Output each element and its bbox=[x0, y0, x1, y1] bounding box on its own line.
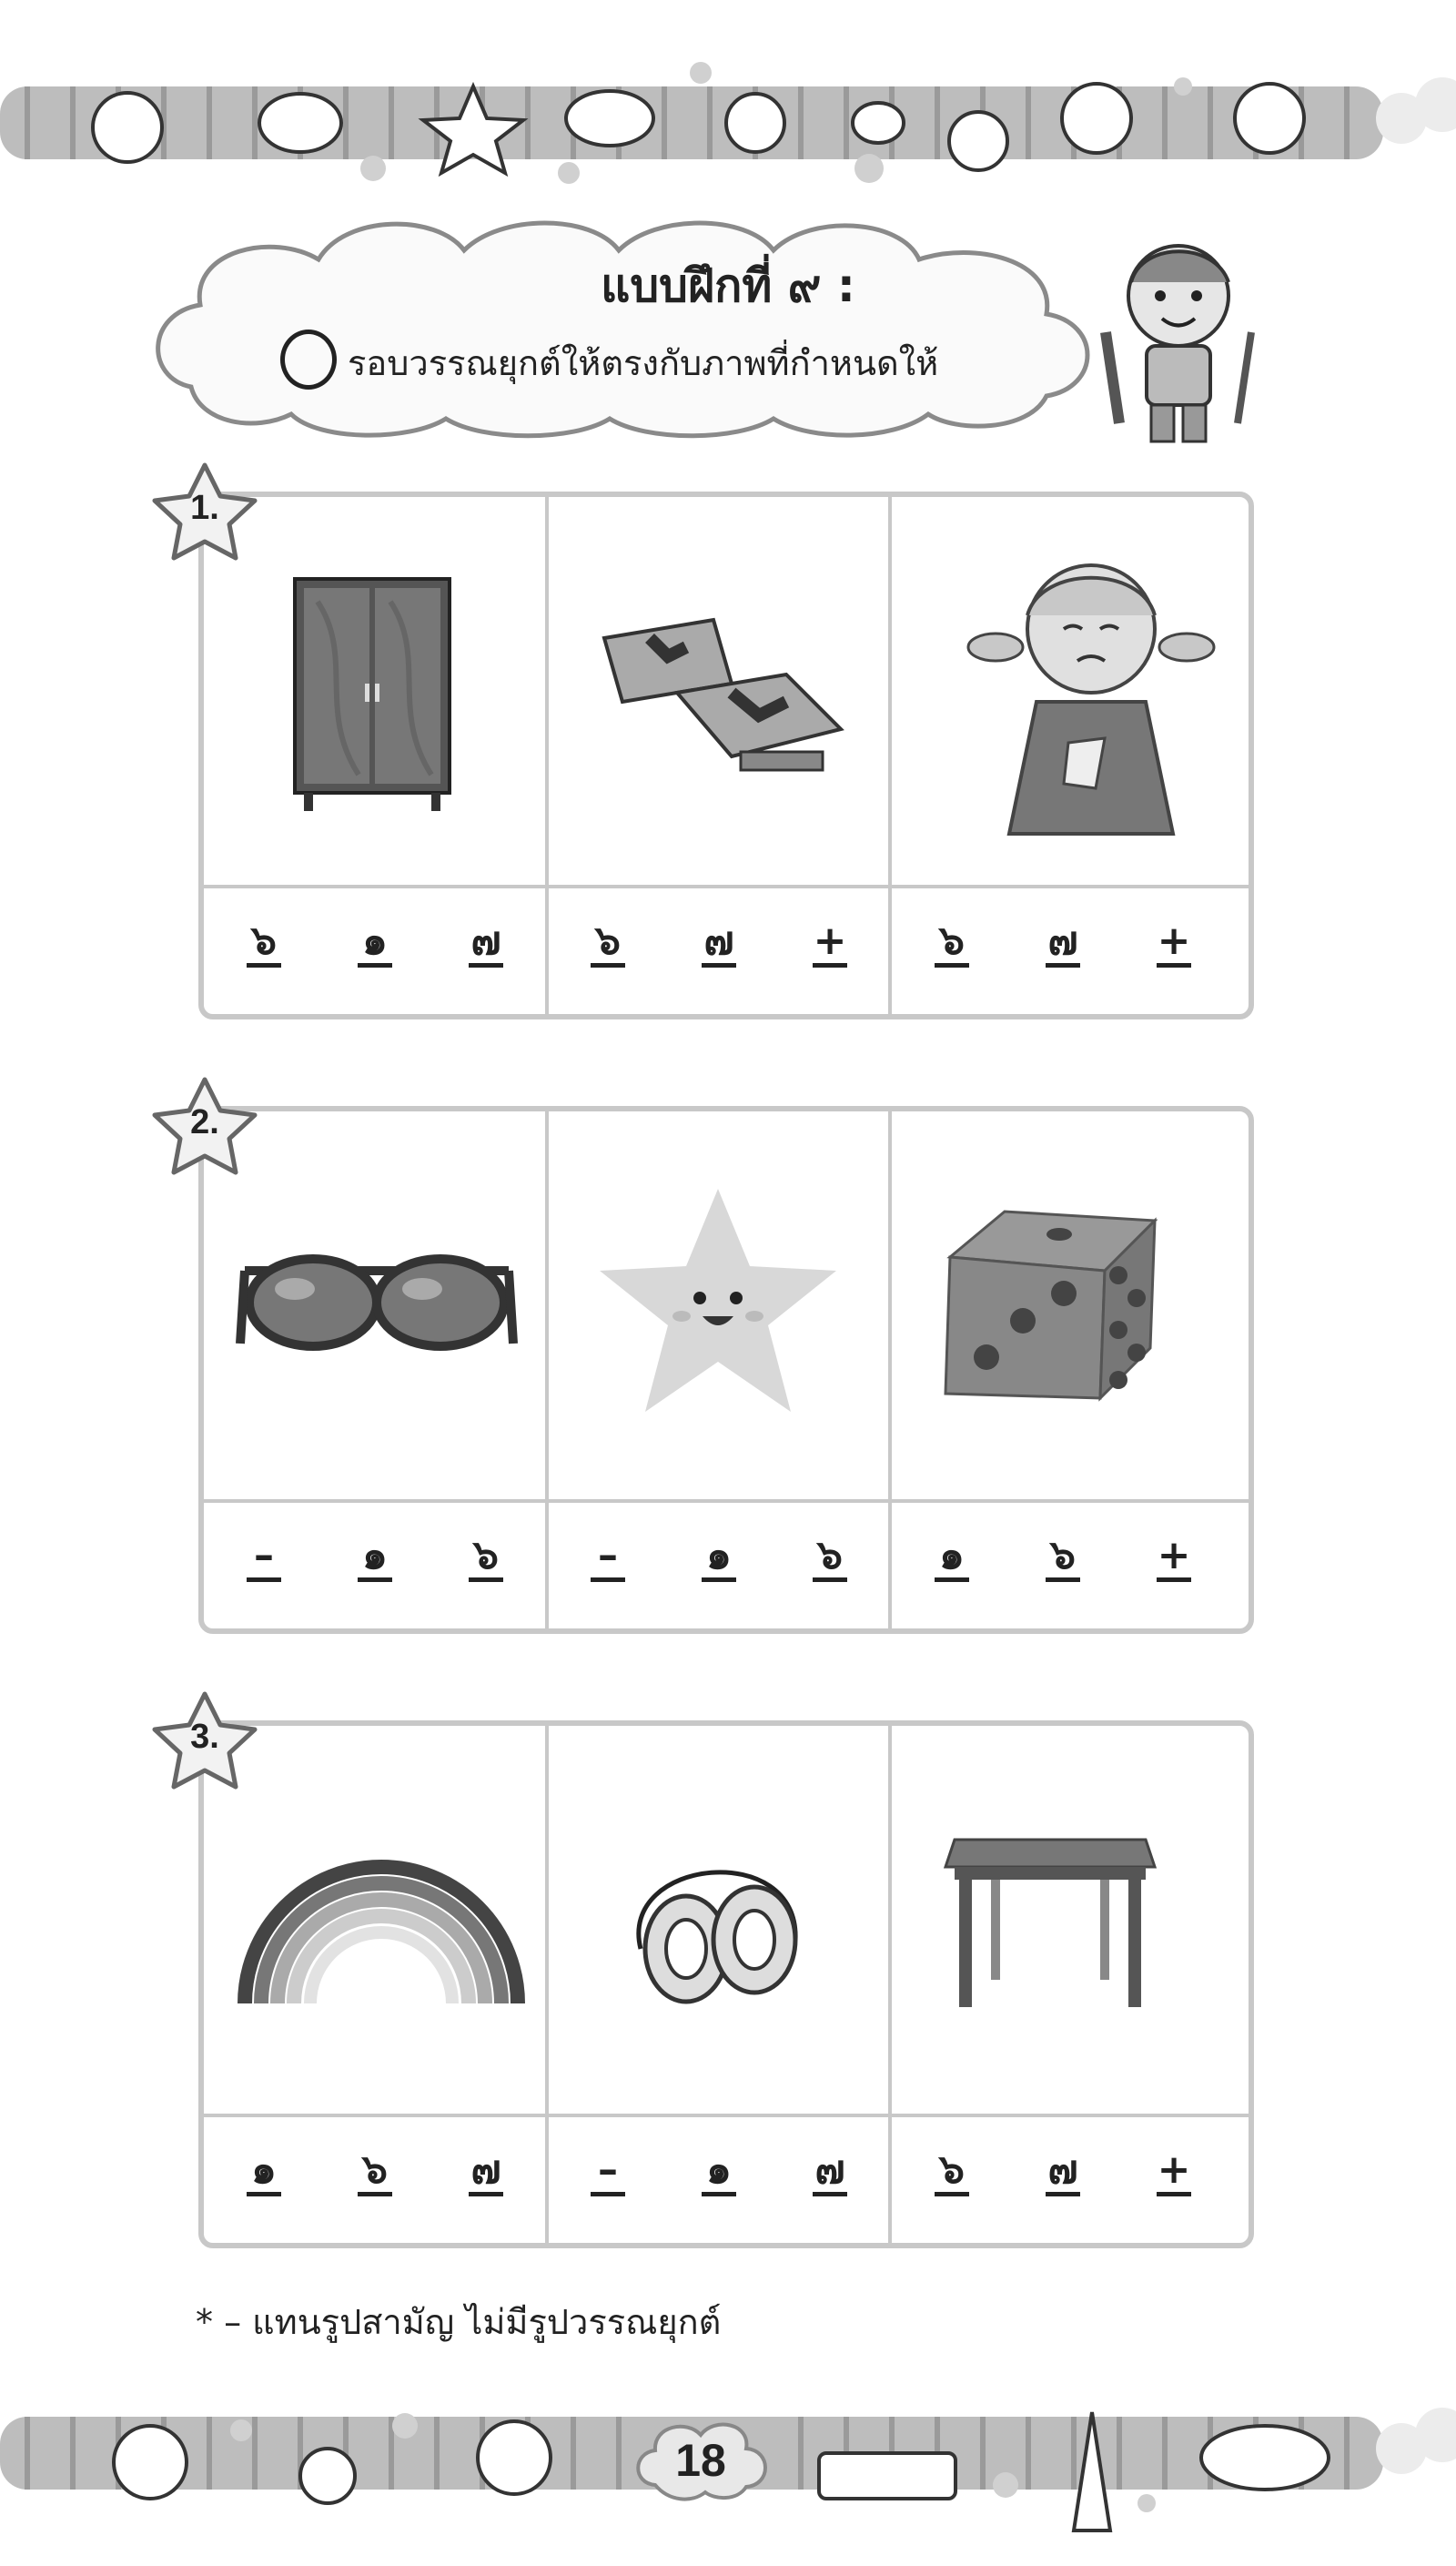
option-3-3-3[interactable]: + bbox=[1147, 2150, 1201, 2196]
exercise-section-3 bbox=[198, 1720, 1254, 2248]
answer-grid bbox=[198, 1106, 1254, 1634]
option-2-1-2[interactable]: ๑ bbox=[348, 1536, 402, 1582]
kid-doodle-icon bbox=[1235, 84, 1304, 153]
option-3-3-2[interactable]: ๗ bbox=[1036, 2150, 1090, 2196]
truck-doodle-icon bbox=[819, 2453, 956, 2499]
exercise-section-1 bbox=[198, 492, 1254, 1019]
option-2-2-2[interactable]: ๑ bbox=[692, 1536, 746, 1582]
option-3-2-2[interactable]: ๑ bbox=[692, 2150, 746, 2196]
circle-mark-icon bbox=[280, 330, 337, 390]
option-3-3-1[interactable]: ๖ bbox=[925, 2150, 979, 2196]
option-1-1-2[interactable]: ๑ bbox=[348, 921, 402, 968]
wooden-sandals-picture bbox=[595, 602, 850, 784]
headphones-picture bbox=[618, 1840, 818, 2013]
option-1-1-3[interactable]: ๗ bbox=[459, 921, 513, 968]
option-1-2-2[interactable]: ๗ bbox=[692, 921, 746, 968]
section-number: 1. bbox=[190, 489, 219, 527]
striped-banner bbox=[0, 55, 1456, 191]
section-number: 3. bbox=[190, 1718, 219, 1756]
option-1-2-3[interactable]: + bbox=[803, 921, 857, 968]
option-1-1-1[interactable]: ๖ bbox=[237, 921, 291, 968]
wardrobe-picture bbox=[281, 565, 463, 820]
section-number-star bbox=[146, 1689, 264, 1798]
crying-girl-picture bbox=[959, 543, 1223, 852]
section-number-star bbox=[146, 460, 264, 569]
option-1-3-1[interactable]: ๖ bbox=[925, 921, 979, 968]
sunglasses-picture bbox=[236, 1248, 518, 1357]
section-number: 2. bbox=[190, 1103, 219, 1141]
flower2-doodle-icon bbox=[1062, 84, 1131, 153]
mouse-doodle-icon bbox=[259, 94, 341, 152]
option-3-2-3[interactable]: ๗ bbox=[803, 2150, 857, 2196]
option-3-1-3[interactable]: ๗ bbox=[459, 2150, 513, 2196]
answer-grid bbox=[198, 1720, 1254, 2248]
section-number-star bbox=[146, 1074, 264, 1183]
plane-doodle-icon bbox=[1201, 2426, 1329, 2490]
option-2-2-1[interactable]: – bbox=[581, 1536, 635, 1582]
option-2-1-1[interactable]: – bbox=[237, 1536, 291, 1582]
title-cloud bbox=[136, 205, 1156, 441]
option-1-2-1[interactable]: ๖ bbox=[581, 921, 635, 968]
boy-with-pencils-icon bbox=[1078, 232, 1283, 451]
rainbow-picture bbox=[231, 1840, 531, 2013]
exercise-title: แบบฝึกที่ ๙ : bbox=[601, 259, 855, 312]
flower-doodle-icon bbox=[300, 2449, 355, 2503]
footnote: * – แทนรูปสามัญ ไม่มีรูปวรรณยุกต์ bbox=[196, 2302, 722, 2342]
instruction bbox=[273, 326, 1092, 390]
table-picture bbox=[941, 1831, 1159, 2013]
flower-doodle-icon bbox=[726, 94, 784, 152]
sun-doodle-icon bbox=[93, 93, 162, 162]
answer-grid bbox=[198, 492, 1254, 1019]
ladybug-doodle-icon bbox=[949, 112, 1007, 170]
butterfly-doodle-icon bbox=[566, 91, 653, 146]
option-2-3-1[interactable]: ๑ bbox=[925, 1536, 979, 1582]
kid-doodle-icon bbox=[114, 2426, 187, 2499]
option-1-3-2[interactable]: ๗ bbox=[1036, 921, 1090, 968]
instruction-text: รอบวรรณยุกต์ให้ตรงกับภาพที่กำหนดให้ bbox=[348, 343, 939, 383]
option-1-3-3[interactable]: + bbox=[1147, 921, 1201, 968]
option-2-1-3[interactable]: ๖ bbox=[459, 1536, 513, 1582]
option-3-2-1[interactable]: – bbox=[581, 2150, 635, 2196]
dice-picture bbox=[932, 1202, 1168, 1412]
option-3-1-2[interactable]: ๖ bbox=[348, 2150, 402, 2196]
page-number: 18 bbox=[675, 2435, 726, 2486]
bee-doodle-icon bbox=[853, 103, 904, 143]
option-2-2-3[interactable]: ๖ bbox=[803, 1536, 857, 1582]
top-decorative-band bbox=[0, 55, 1456, 191]
exercise-section-2 bbox=[198, 1106, 1254, 1634]
page-number-badge bbox=[628, 2412, 774, 2503]
smiling-star-picture bbox=[595, 1184, 841, 1421]
girl-doodle-icon bbox=[478, 2421, 551, 2494]
option-3-1-1[interactable]: ๑ bbox=[237, 2150, 291, 2196]
option-2-3-2[interactable]: ๖ bbox=[1036, 1536, 1090, 1582]
option-2-3-3[interactable]: + bbox=[1147, 1536, 1201, 1582]
